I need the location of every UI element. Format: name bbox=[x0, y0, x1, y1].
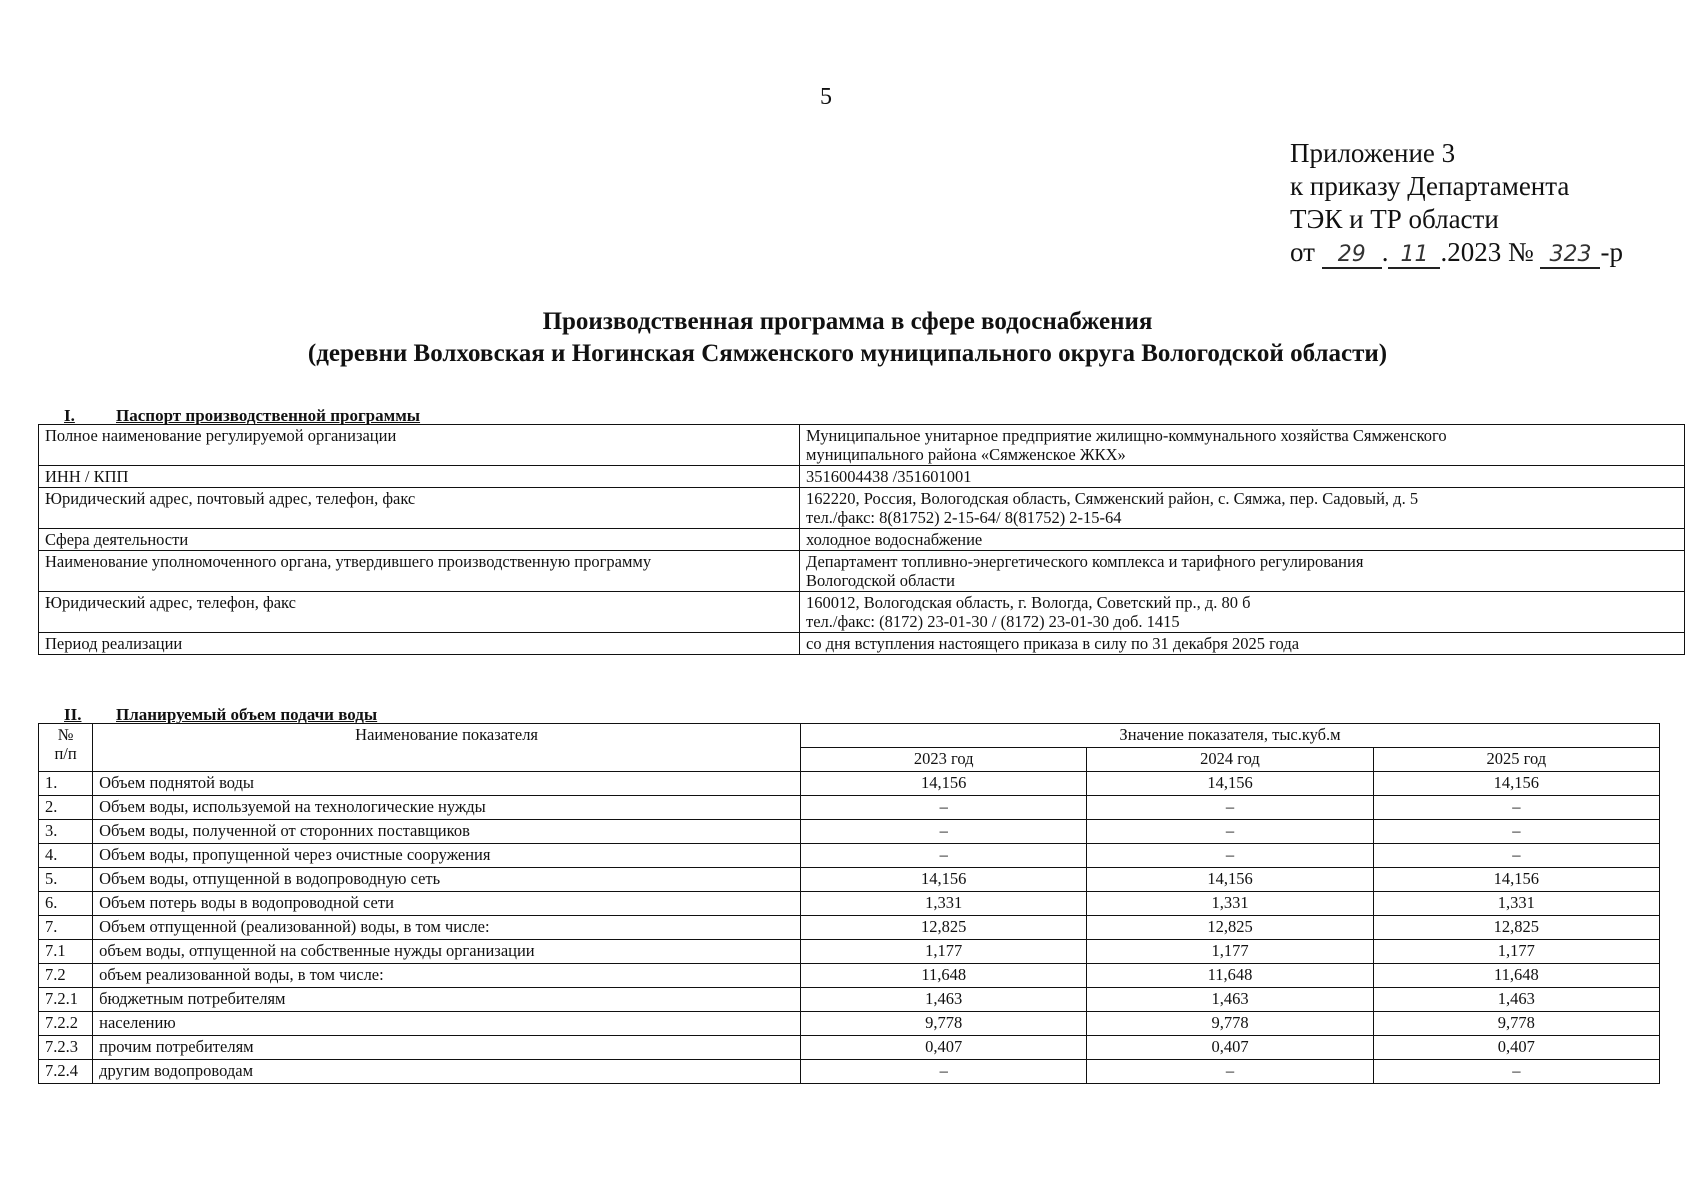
header-num-line2: п/п bbox=[54, 744, 77, 763]
appendix-line-3: ТЭК и ТР области bbox=[1290, 204, 1499, 234]
row-value-2025: – bbox=[1373, 796, 1659, 820]
table-row bbox=[39, 892, 1660, 916]
section-1-title: Паспорт производственной программы bbox=[116, 406, 421, 425]
appendix-block bbox=[1290, 137, 1623, 269]
passport-value-line: Департамент топливно-энергетического комплекса и тарифного регулирования bbox=[806, 552, 1364, 571]
passport-row bbox=[39, 633, 1685, 655]
table-row bbox=[39, 844, 1660, 868]
row-value-2024: – bbox=[1087, 844, 1373, 868]
table-row bbox=[39, 868, 1660, 892]
row-value-2024: – bbox=[1087, 796, 1373, 820]
section-2-title: Планируемый объем подачи воды bbox=[116, 705, 378, 724]
row-value-2025: 14,156 bbox=[1373, 772, 1659, 796]
table-row bbox=[39, 796, 1660, 820]
passport-value-line: 160012, Вологодская область, г. Вологда, Советский пр., д. 80 б bbox=[806, 593, 1251, 612]
passport-key: Наименование уполномоченного органа, утвердившего производственную программу bbox=[39, 551, 800, 592]
table-row bbox=[39, 988, 1660, 1012]
row-number: 7.2.3 bbox=[39, 1036, 93, 1060]
passport-value-line: холодное водоснабжение bbox=[806, 530, 983, 549]
row-indicator-name: объем воды, отпущенной на собственные нужды организации bbox=[93, 940, 801, 964]
order-year: .2023 № bbox=[1440, 237, 1534, 267]
header-year-2023: 2023 год bbox=[801, 748, 1087, 772]
header-value: Значение показателя, тыс.куб.м bbox=[801, 724, 1660, 748]
row-number: 7.1 bbox=[39, 940, 93, 964]
order-prefix: от bbox=[1290, 237, 1315, 267]
row-number: 7.2.2 bbox=[39, 1012, 93, 1036]
row-value-2024: 9,778 bbox=[1087, 1012, 1373, 1036]
row-value-2025: 1,463 bbox=[1373, 988, 1659, 1012]
row-indicator-name: Объем воды, пропущенной через очистные сооружения bbox=[93, 844, 801, 868]
passport-table bbox=[38, 424, 1685, 655]
row-value-2025: – bbox=[1373, 1060, 1659, 1084]
water-volume-table-header bbox=[39, 724, 1660, 772]
header-year-2024: 2024 год bbox=[1087, 748, 1373, 772]
row-indicator-name: объем реализованной воды, в том числе: bbox=[93, 964, 801, 988]
passport-value-line: тел./факс: 8(81752) 2-15-64/ 8(81752) 2-15-64 bbox=[806, 508, 1122, 527]
row-number: 3. bbox=[39, 820, 93, 844]
row-value-2025: 11,648 bbox=[1373, 964, 1659, 988]
document-subtitle: (деревни Волховская и Ногинская Сямженского муниципального округа Вологодской области) bbox=[307, 340, 1388, 367]
table-row bbox=[39, 1012, 1660, 1036]
row-number: 5. bbox=[39, 868, 93, 892]
row-indicator-name: другим водопроводам bbox=[93, 1060, 801, 1084]
header-year-2025: 2025 год bbox=[1373, 748, 1659, 772]
table-row bbox=[39, 916, 1660, 940]
passport-value-line: муниципального района «Сямженское ЖКХ» bbox=[806, 445, 1126, 464]
row-value-2023: – bbox=[801, 796, 1087, 820]
passport-value bbox=[800, 529, 1685, 551]
row-indicator-name: населению bbox=[93, 1012, 801, 1036]
row-value-2025: 12,825 bbox=[1373, 916, 1659, 940]
table-row bbox=[39, 940, 1660, 964]
page-number: 5 bbox=[820, 84, 832, 110]
row-value-2023: – bbox=[801, 820, 1087, 844]
passport-value bbox=[800, 488, 1685, 529]
passport-row bbox=[39, 425, 1685, 466]
row-value-2024: 12,825 bbox=[1087, 916, 1373, 940]
passport-row bbox=[39, 592, 1685, 633]
passport-key: Период реализации bbox=[39, 633, 800, 655]
row-value-2025: 1,177 bbox=[1373, 940, 1659, 964]
passport-key: Юридический адрес, телефон, факс bbox=[39, 592, 800, 633]
row-indicator-name: Объем воды, используемой на технологические нужды bbox=[93, 796, 801, 820]
header-name: Наименование показателя bbox=[93, 724, 801, 772]
order-month: 11 bbox=[1388, 243, 1440, 269]
passport-value bbox=[800, 425, 1685, 466]
table-row bbox=[39, 1036, 1660, 1060]
row-value-2023: – bbox=[801, 844, 1087, 868]
row-value-2024: 14,156 bbox=[1087, 868, 1373, 892]
passport-value bbox=[800, 592, 1685, 633]
row-indicator-name: Объем отпущенной (реализованной) воды, в том числе: bbox=[93, 916, 801, 940]
table-row bbox=[39, 772, 1660, 796]
passport-key: Полное наименование регулируемой организации bbox=[39, 425, 800, 466]
passport-value bbox=[800, 633, 1685, 655]
row-number: 6. bbox=[39, 892, 93, 916]
row-value-2023: 14,156 bbox=[801, 772, 1087, 796]
row-value-2023: – bbox=[801, 1060, 1087, 1084]
header-num-line1: № bbox=[57, 725, 74, 744]
row-number: 7.2 bbox=[39, 964, 93, 988]
order-number: 323 bbox=[1540, 243, 1600, 269]
row-number: 7. bbox=[39, 916, 93, 940]
row-value-2023: 1,177 bbox=[801, 940, 1087, 964]
row-indicator-name: прочим потребителям bbox=[93, 1036, 801, 1060]
row-value-2024: 1,177 bbox=[1087, 940, 1373, 964]
water-volume-table-body bbox=[39, 772, 1660, 1084]
row-value-2024: 1,331 bbox=[1087, 892, 1373, 916]
passport-key: ИНН / КПП bbox=[39, 466, 800, 488]
passport-value-line: 3516004438 /351601001 bbox=[806, 467, 972, 486]
document-title: Производственная программа в сфере водоснабжения bbox=[542, 308, 1153, 335]
row-value-2023: 14,156 bbox=[801, 868, 1087, 892]
header-num bbox=[39, 724, 93, 772]
water-volume-table bbox=[38, 723, 1660, 1084]
row-number: 7.2.1 bbox=[39, 988, 93, 1012]
row-value-2023: 12,825 bbox=[801, 916, 1087, 940]
row-value-2023: 0,407 bbox=[801, 1036, 1087, 1060]
appendix-line-1: Приложение 3 bbox=[1290, 138, 1456, 168]
passport-value bbox=[800, 466, 1685, 488]
row-value-2023: 1,463 bbox=[801, 988, 1087, 1012]
passport-row bbox=[39, 551, 1685, 592]
passport-value-line: 162220, Россия, Вологодская область, Сямженский район, с. Сямжа, пер. Садовый, д. 5 bbox=[806, 489, 1419, 508]
section-2-number: II. bbox=[64, 705, 82, 724]
row-number: 2. bbox=[39, 796, 93, 820]
row-value-2024: 11,648 bbox=[1087, 964, 1373, 988]
table-row bbox=[39, 964, 1660, 988]
row-number: 7.2.4 bbox=[39, 1060, 93, 1084]
passport-value-line: Вологодской области bbox=[806, 571, 955, 590]
row-indicator-name: бюджетным потребителям bbox=[93, 988, 801, 1012]
order-sep: . bbox=[1381, 237, 1389, 267]
passport-value-line: со дня вступления настоящего приказа в силу по 31 декабря 2025 года bbox=[806, 634, 1300, 653]
row-value-2024: 0,407 bbox=[1087, 1036, 1373, 1060]
row-value-2023: 1,331 bbox=[801, 892, 1087, 916]
table-row bbox=[39, 820, 1660, 844]
order-day: 29 bbox=[1322, 243, 1382, 269]
passport-row bbox=[39, 466, 1685, 488]
passport-value bbox=[800, 551, 1685, 592]
row-indicator-name: Объем поднятой воды bbox=[93, 772, 801, 796]
row-number: 1. bbox=[39, 772, 93, 796]
passport-row bbox=[39, 529, 1685, 551]
appendix-line-2: к приказу Департамента bbox=[1290, 171, 1570, 201]
passport-value-line: тел./факс: (8172) 23-01-30 / (8172) 23-01-30 доб. 1415 bbox=[806, 612, 1180, 631]
order-suffix: -р bbox=[1600, 237, 1623, 267]
row-value-2023: 9,778 bbox=[801, 1012, 1087, 1036]
section-1-number: I. bbox=[64, 406, 75, 425]
appendix-order-date bbox=[1290, 236, 1623, 269]
passport-table-body bbox=[39, 425, 1685, 655]
passport-row bbox=[39, 488, 1685, 529]
row-value-2024: – bbox=[1087, 820, 1373, 844]
row-indicator-name: Объем воды, полученной от сторонних поставщиков bbox=[93, 820, 801, 844]
row-number: 4. bbox=[39, 844, 93, 868]
passport-value-line: Муниципальное унитарное предприятие жилищно-коммунального хозяйства Сямженского bbox=[806, 426, 1447, 445]
row-value-2025: 0,407 bbox=[1373, 1036, 1659, 1060]
section-1-heading bbox=[64, 406, 420, 426]
row-value-2025: 9,778 bbox=[1373, 1012, 1659, 1036]
row-value-2024: 14,156 bbox=[1087, 772, 1373, 796]
table-row bbox=[39, 1060, 1660, 1084]
row-value-2023: 11,648 bbox=[801, 964, 1087, 988]
row-value-2024: 1,463 bbox=[1087, 988, 1373, 1012]
section-2-heading bbox=[64, 705, 377, 725]
row-value-2025: 14,156 bbox=[1373, 868, 1659, 892]
row-value-2025: 1,331 bbox=[1373, 892, 1659, 916]
row-value-2024: – bbox=[1087, 1060, 1373, 1084]
row-value-2025: – bbox=[1373, 844, 1659, 868]
passport-key: Сфера деятельности bbox=[39, 529, 800, 551]
row-indicator-name: Объем воды, отпущенной в водопроводную сеть bbox=[93, 868, 801, 892]
row-value-2025: – bbox=[1373, 820, 1659, 844]
passport-key: Юридический адрес, почтовый адрес, телефон, факс bbox=[39, 488, 800, 529]
row-indicator-name: Объем потерь воды в водопроводной сети bbox=[93, 892, 801, 916]
